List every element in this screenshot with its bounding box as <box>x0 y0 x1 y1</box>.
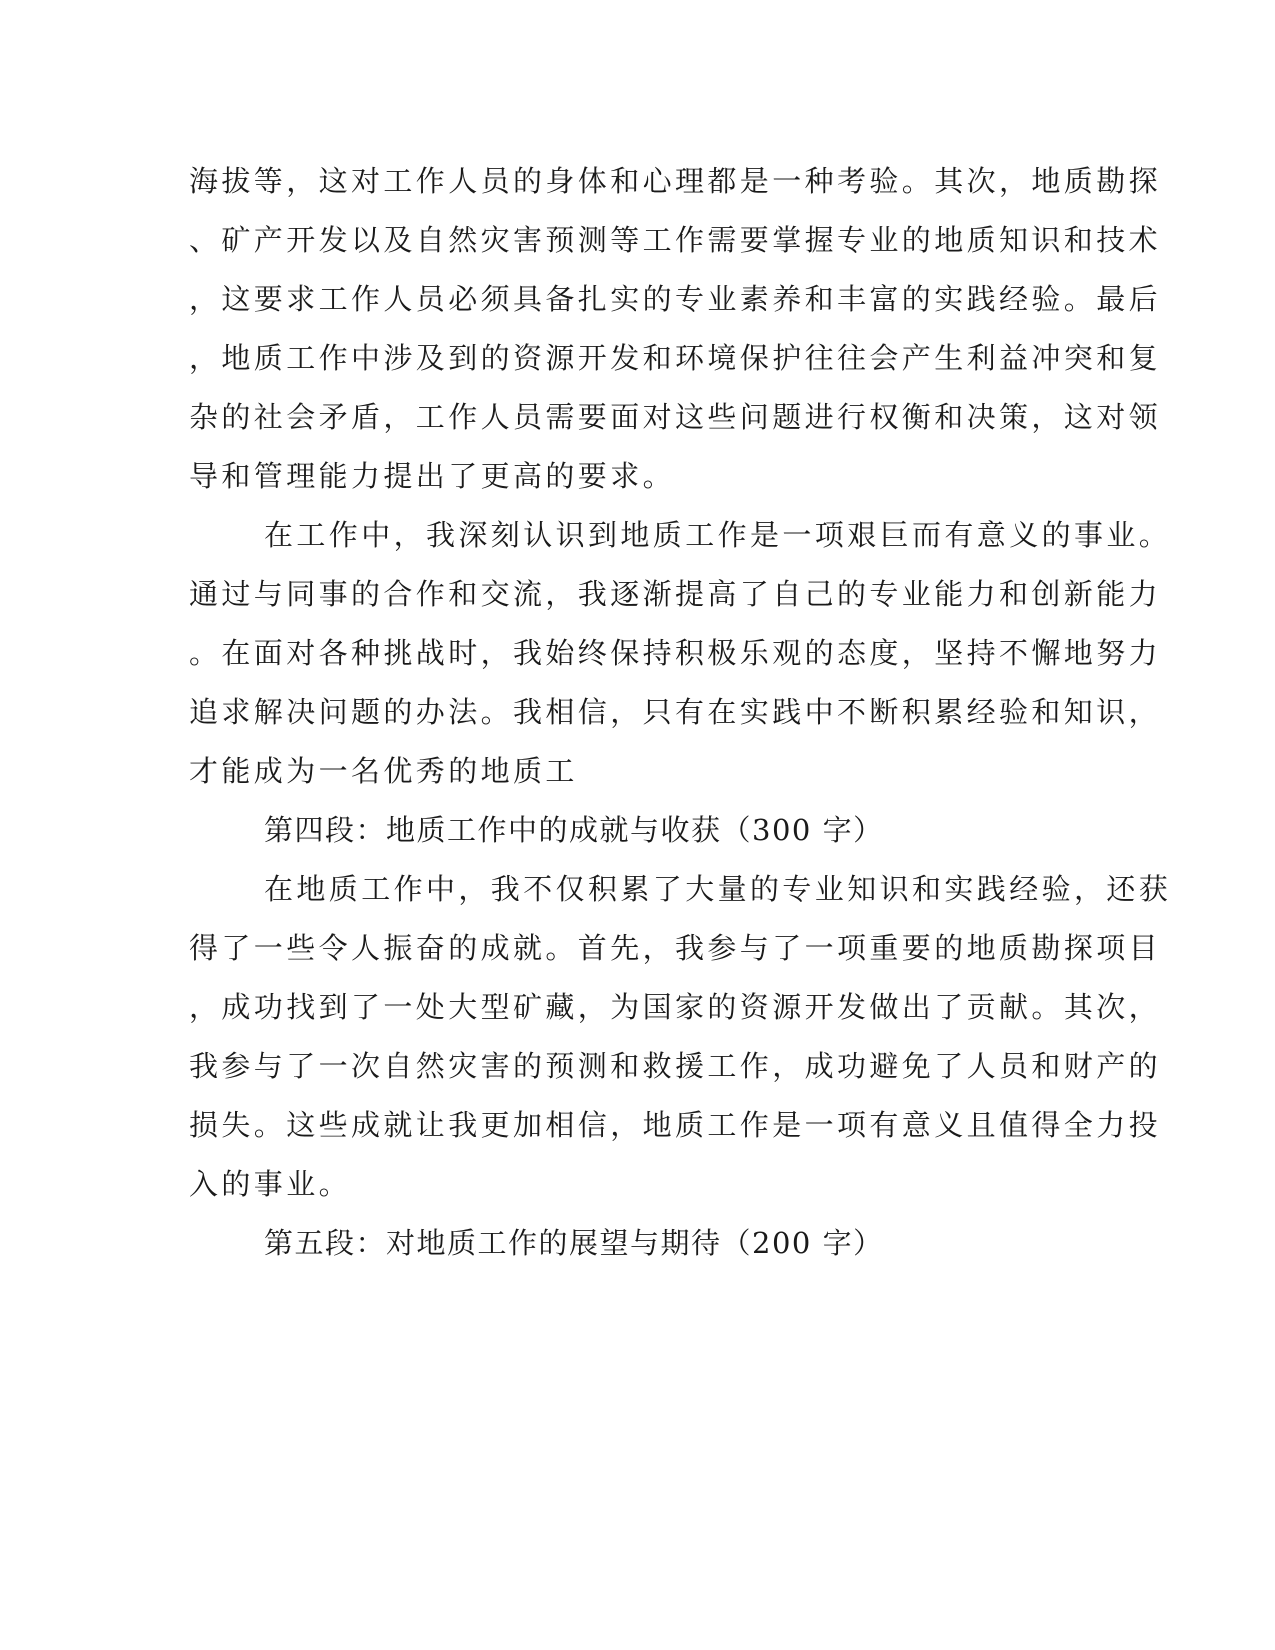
text-line: 得了一些令人振奋的成就。首先，我参与了一项重要的地质勘探项目 <box>189 931 1162 965</box>
text-line: 杂的社会矛盾，工作人员需要面对这些问题进行权衡和决策，这对领 <box>189 400 1162 434</box>
section-heading: 第五段：对地质工作的展望与期待（200 字） <box>264 1226 884 1260</box>
text-line: 、矿产开发以及自然灾害预测等工作需要掌握专业的地质知识和技术 <box>189 223 1162 257</box>
text-line: 追求解决问题的办法。我相信，只有在实践中不断积累经验和知识， <box>189 695 1162 729</box>
text-line: 才能成为一名优秀的地质工 <box>189 754 578 788</box>
text-line: 通过与同事的合作和交流，我逐渐提高了自己的专业能力和创新能力 <box>189 577 1162 611</box>
text-line: 我参与了一次自然灾害的预测和救援工作，成功避免了人员和财产的 <box>189 1049 1162 1083</box>
text-line: ，成功找到了一处大型矿藏，为国家的资源开发做出了贡献。其次， <box>189 990 1162 1024</box>
text-line: 导和管理能力提出了更高的要求。 <box>189 459 676 493</box>
text-line: 损失。这些成就让我更加相信，地质工作是一项有意义且值得全力投 <box>189 1108 1162 1142</box>
text-line: ，这要求工作人员必须具备扎实的专业素养和丰富的实践经验。最后 <box>189 282 1162 316</box>
text-line: 海拔等，这对工作人员的身体和心理都是一种考验。其次，地质勘探 <box>189 164 1162 198</box>
text-line: ，地质工作中涉及到的资源开发和环境保护往往会产生利益冲突和复 <box>189 341 1162 375</box>
section-heading: 第四段：地质工作中的成就与收获（300 字） <box>264 813 884 847</box>
text-line: 在工作中，我深刻认识到地质工作是一项艰巨而有意义的事业。 <box>264 518 1172 552</box>
text-line: 。在面对各种挑战时，我始终保持积极乐观的态度，坚持不懈地努力 <box>189 636 1162 670</box>
text-line: 入的事业。 <box>189 1167 352 1201</box>
text-line: 在地质工作中，我不仅积累了大量的专业知识和实践经验，还获 <box>264 872 1172 906</box>
